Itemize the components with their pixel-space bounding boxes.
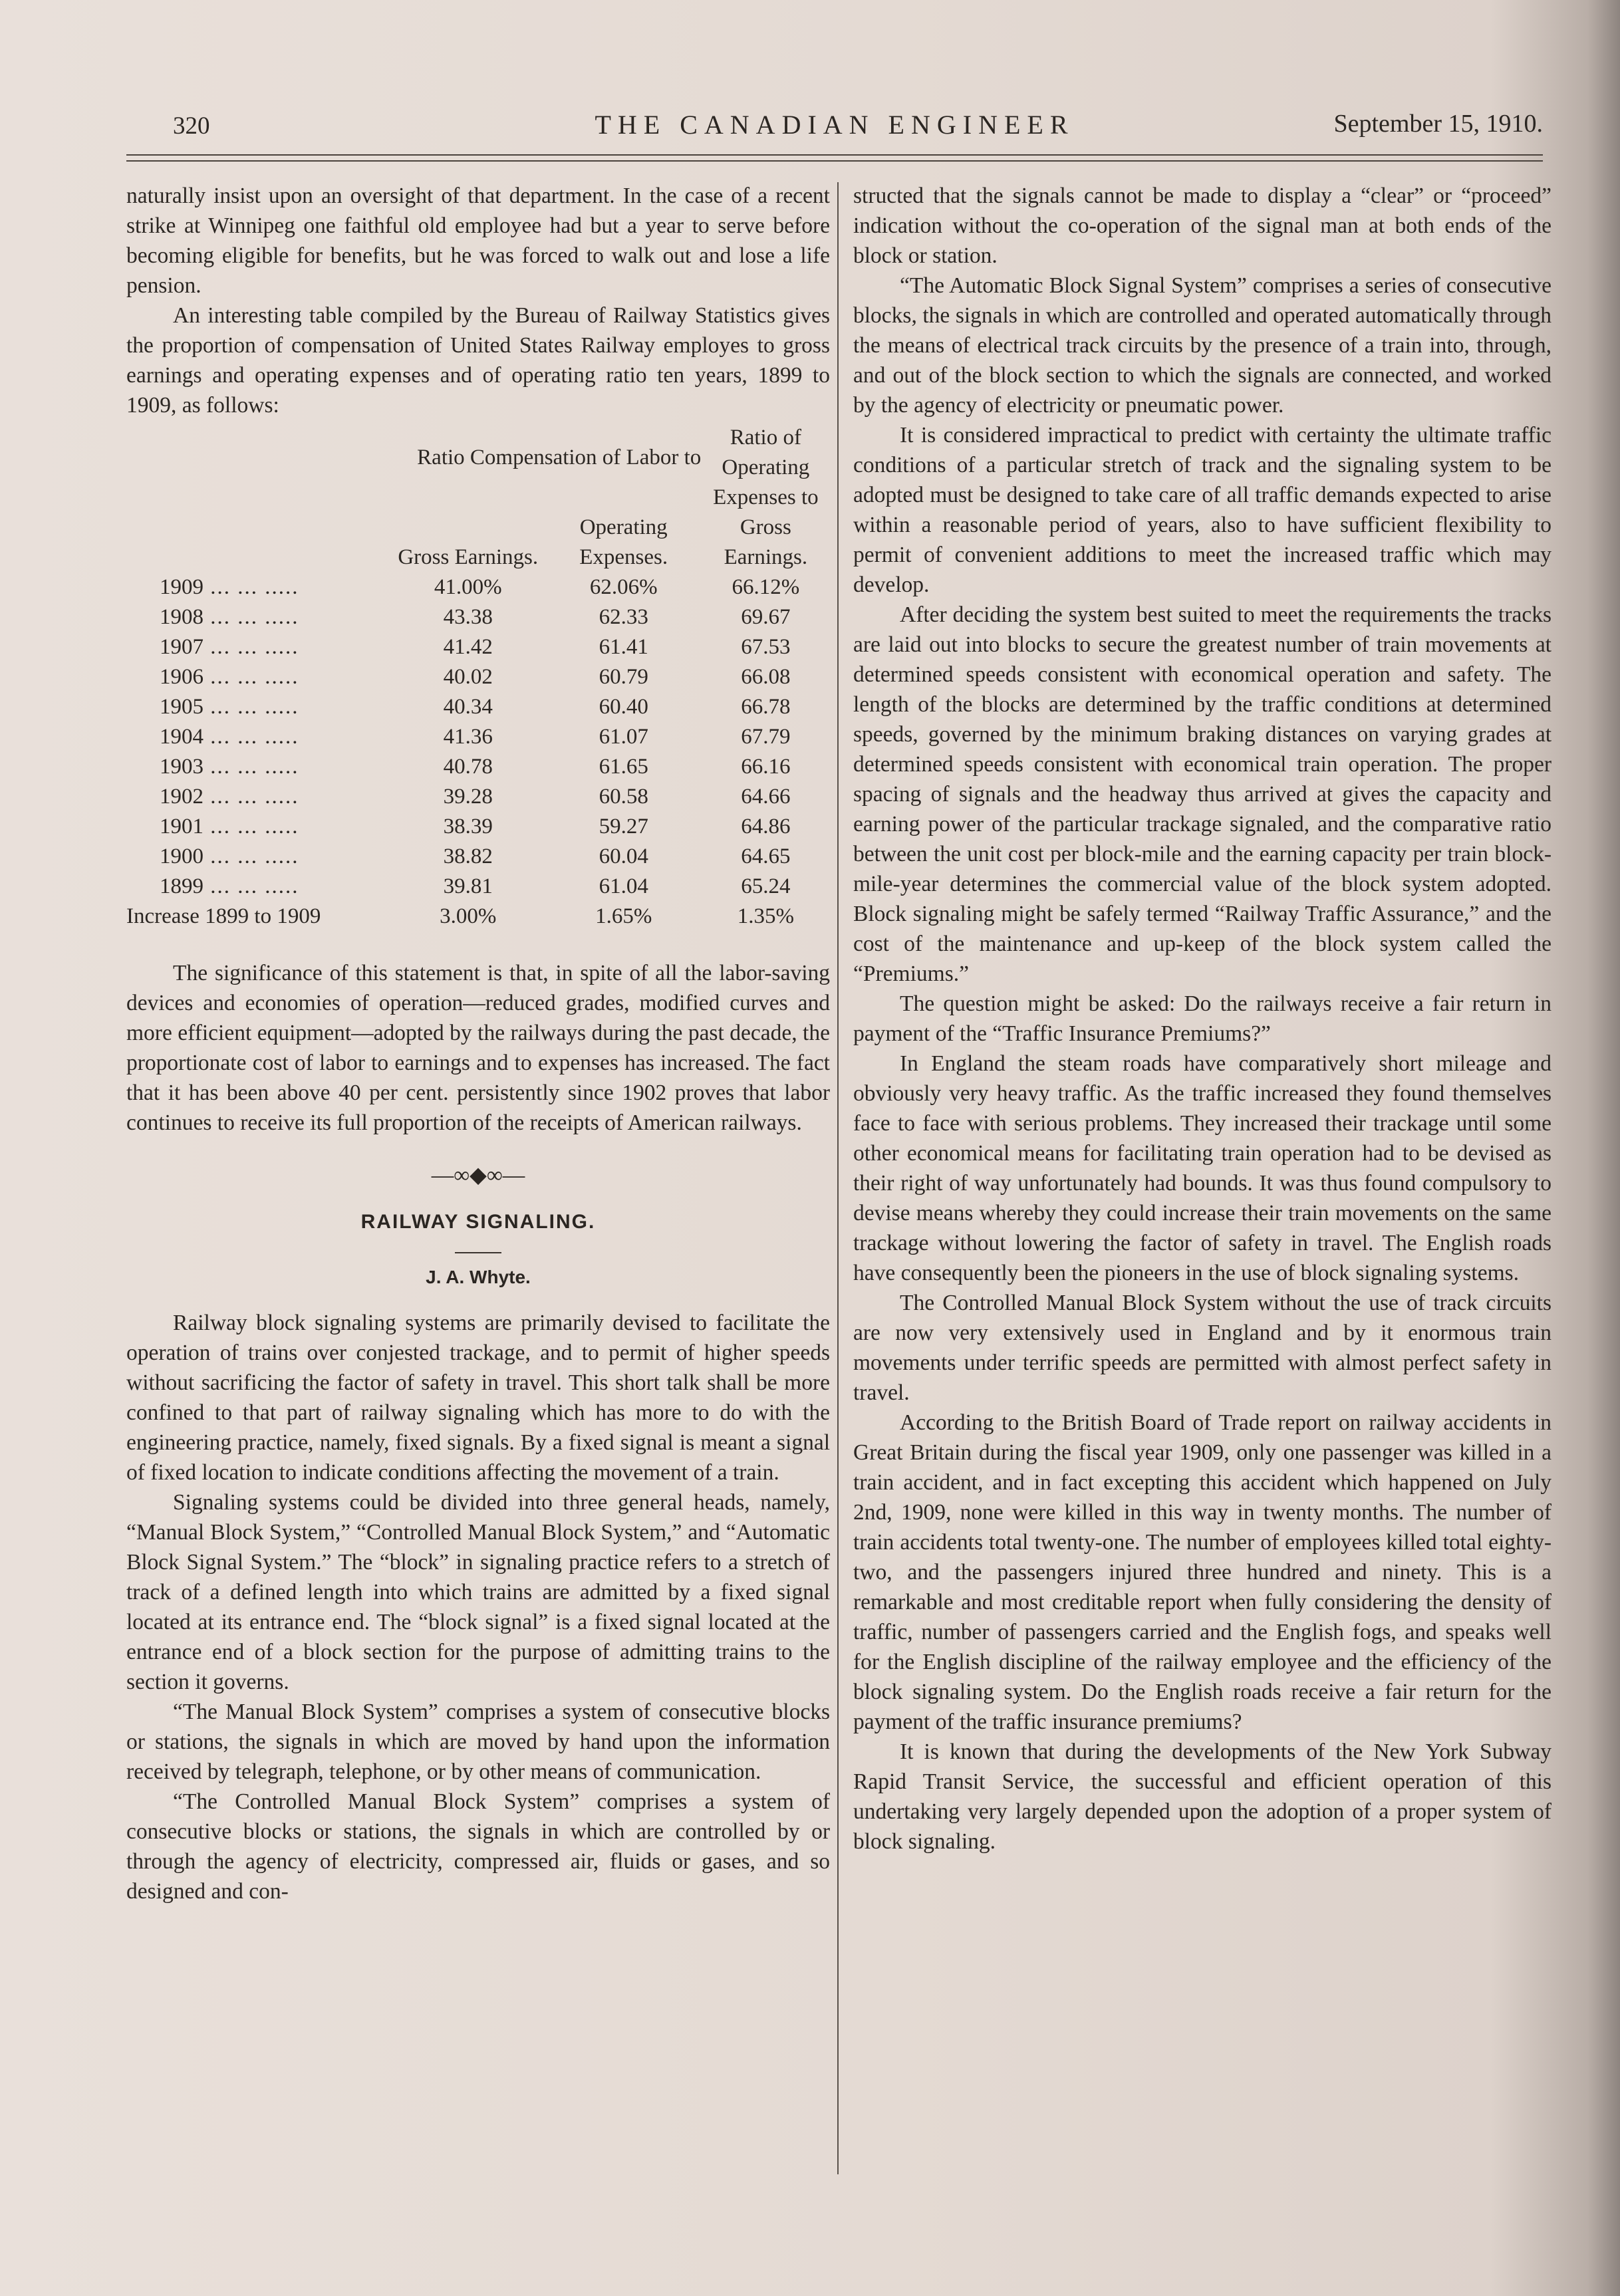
table-cell: 1907 ... ... .....	[160, 635, 299, 659]
table-cell: 38.82	[443, 844, 493, 868]
paragraph: structed that the signals cannot be made to display a “clear” or “proceed” indication without the co-operation of the signal man at both ends of the block or station.	[853, 184, 1552, 268]
journal-title: THE CANADIAN ENGINEER	[595, 110, 1075, 140]
paragraph: “The Manual Block System” comprises a system of consecutive blocks or stations, the signals in which are moved by hand upon the information received by telegraph, telephone, or by other means of communication.	[126, 1700, 830, 1784]
table-cell: 1905 ... ... .....	[160, 695, 299, 719]
table-cell: 3.00%	[440, 904, 497, 928]
page-number: 320	[173, 112, 210, 140]
table-row	[126, 602, 830, 632]
table-cell: 43.38	[443, 605, 493, 629]
table-cell: 66.08	[741, 665, 791, 689]
table-cell: 40.02	[443, 665, 493, 689]
table-row	[126, 782, 830, 812]
paragraph: The Controlled Manual Block System without the use of track circuits are now very extensively used in England and by it enormous train movements under terrific speeds are permitted with almost perfect safety in travel.	[853, 1291, 1552, 1405]
table-cell: 61.04	[599, 874, 648, 898]
paragraph: Railway block signaling systems are primarily devised to facilitate the operation of trains over conjested trackage, and to permit of higher speeds without sacrificing the factor of safety in travel. This short talk shall be more confined to that part of railway signaling which has more to do with the engineering practice, namely, fixed signals. By a fixed signal is meant a signal of fixed location to indicate conditions affecting the movement of a train.	[126, 1311, 830, 1485]
table-cell: 69.67	[741, 605, 791, 629]
paragraph: “The Controlled Manual Block System” comprises a system of consecutive blocks or stations, the signals in which are controlled by or through the agency of electricity, compressed air, fluids or gases, and so designed and con-	[126, 1789, 830, 1904]
table-cell: 39.81	[443, 874, 493, 898]
table-row	[126, 662, 830, 692]
table-cell: 60.40	[599, 695, 648, 719]
table-cell: 61.65	[599, 755, 648, 779]
header-rule-bottom	[126, 160, 1543, 162]
table-cell: 66.12%	[732, 575, 800, 599]
paragraph: The question might be asked: Do the railways receive a fair return in payment of the “Traffic Insurance Premiums?”	[853, 991, 1552, 1046]
table-cell: 1900 ... ... .....	[160, 844, 299, 868]
table-body	[126, 573, 830, 902]
table-cell: 40.34	[443, 695, 493, 719]
table-cell: 60.58	[599, 785, 648, 809]
paragraph: An interesting table compiled by the Bureau of Railway Statistics gives the proportion of compensation of United States Railway employes to gross earnings and operating expenses and of operating ratio ten years, 1899 to 1909, as follows:	[126, 303, 830, 418]
table-cell: 38.39	[443, 815, 493, 838]
author-name: J. A. Whyte.	[426, 1267, 531, 1287]
table-cell: 1.65%	[595, 904, 652, 928]
paragraph: The significance of this statement is that, in spite of all the labor-saving devices and economies of operation—reduced grades, modified curves and more efficient equipment—adopted by the railways during the past decade, the proportionate cost of labor to earnings and to expenses has increased. The fact that it has been above 40 per cent. persistently since 1902 proves that labor continues to receive its full proportion of the receipts of American railways.	[126, 961, 830, 1135]
table-row-increase	[126, 902, 830, 932]
issue-date: September 15, 1910.	[1333, 110, 1543, 138]
table-cell: 1899 ... ... .....	[160, 874, 299, 898]
table-cell: 41.00%	[434, 575, 502, 599]
table-cell: 66.78	[741, 695, 791, 719]
table-row	[126, 692, 830, 722]
column-header: Ratio of Operating Expenses to Gross Earnings.	[713, 426, 819, 569]
table-cell: 41.42	[443, 635, 493, 659]
paragraph: After deciding the system best suited to meet the requirements the tracks are laid out into blocks to secure the greatest number of train movements at determined speeds consistent with economical operation and safety. The length of the blocks are determined by the traffic conditions at determined speeds, governed by the minimum braking distances on varying grades at determined speeds consistent with economical train operation. The proper spacing of signals and the headway thus arrived at gives the capacity and earning power of the particular trackage signaled, and the comparative ratio between the unit cost per block-mile and the earning capacity per train block-mile-year determines the commercial value of the block system adopted. Block signaling might be safely termed “Railway Traffic Assurance,” and the cost of the maintenance and up-keep of the block system called the “Premiums.”	[853, 602, 1552, 986]
table-cell: 1903 ... ... .....	[160, 755, 299, 779]
paragraph: According to the British Board of Trade report on railway accidents in Great Britain during the fiscal year 1909, only one passenger was killed in a train accident, and in fact excepting this accident which happened on July 2nd, 1909, none were killed in this way in twenty months. The number of train accidents total twenty-one. The number of employees killed total eighty-two, and the passengers injured three hundred and ninety. This is a remarkable and most creditable report when fully considering the density of traffic, number of passengers carried and the English fogs, and speaks well for the English discipline of the railway employee and the efficiency of the block signaling system. Do the English roads receive a fair return for the payment of the traffic insurance premiums?	[853, 1410, 1552, 1734]
table-cell: 62.06%	[589, 575, 658, 599]
table-cell: 1909 ... ... .....	[160, 575, 299, 599]
table-cell: 64.86	[741, 815, 791, 838]
column-divider	[837, 182, 839, 2174]
section-title: RAILWAY SIGNALING.	[360, 1211, 596, 1233]
paragraph: naturally insist upon an oversight of that department. In the case of a recent strike at Winnipeg one faithful old employee had but a year to serve before becoming eligible for benefits, but he was forced to walk out and lose a life pension.	[126, 184, 830, 298]
table-cell: 1906 ... ... .....	[160, 665, 299, 689]
paragraph: In England the steam roads have comparatively short mileage and obviously very heavy traffic. As the traffic increased they found themselves face to face with serious problems. They increased their trackage until some other economical means for facilitating train operation had to be devised as their right of way unfortunately had bounds. It was thus found compulsory to devise means whereby they could increase their train movements on the same trackage without lowering the factor of safety in travel. The English roads have consequently been the pioneers in the use of block signaling systems.	[853, 1051, 1552, 1285]
page-header	[126, 106, 1543, 146]
table-cell: Increase 1899 to 1909	[126, 904, 321, 928]
ornament-divider: —∞◆∞—	[431, 1163, 525, 1188]
table-cell: 59.27	[599, 815, 648, 838]
table-row	[126, 722, 830, 752]
table-cell: 1904 ... ... .....	[160, 725, 299, 749]
left-column	[126, 181, 830, 1906]
table-cell: 67.53	[741, 635, 791, 659]
table-cell: 65.24	[741, 874, 791, 898]
table-row	[126, 812, 830, 842]
table-cell: 1902 ... ... .....	[160, 785, 299, 809]
column-header: Gross Earnings.	[398, 545, 539, 569]
table-cell: 1908 ... ... .....	[160, 605, 299, 629]
table-cell: 64.66	[741, 785, 791, 809]
table-cell: 62.33	[599, 605, 648, 629]
table-row	[126, 573, 830, 602]
table-cell: 66.16	[741, 755, 791, 779]
table-cell: 41.36	[443, 725, 493, 749]
table-cell: 60.79	[599, 665, 648, 689]
labor-ratio-table	[126, 423, 830, 932]
table-cell: 61.41	[599, 635, 648, 659]
paragraph: “The Automatic Block Signal System” comprises a series of consecutive blocks, the signals in which are controlled and operated automatically through the means of electrical track circuits by the presence of a train into, through, and out of the block section to which the signals are connected, and worked by the agency of electricity or pneumatic power.	[853, 273, 1552, 418]
table-row	[126, 872, 830, 902]
table-cell: 1.35%	[737, 904, 794, 928]
table-cell: 40.78	[443, 755, 493, 779]
table-cell: 67.79	[741, 725, 791, 749]
paragraph: It is considered impractical to predict with certainty the ultimate traffic conditions of a particular stretch of track and the signaling system to be adopted must be designed to take care of all traffic demands expected to arise within a reasonable period of years, also to have sufficient flexibility to permit of convenient additions to meet the increased traffic which may develop.	[853, 423, 1552, 597]
table-header-row	[126, 423, 830, 473]
table-cell: 64.65	[741, 844, 791, 868]
column-group-header: Ratio Compensation of Labor to	[417, 446, 702, 469]
table-cell: 60.04	[599, 844, 648, 868]
paragraph: It is known that during the developments of the New York Subway Rapid Transit Service, the successful and efficient operation of this undertaking very largely depended upon the adoption of a proper system of block signaling.	[853, 1739, 1552, 1854]
column-header: Operating Expenses.	[579, 515, 668, 569]
table-row	[126, 842, 830, 872]
right-column	[853, 181, 1552, 1856]
table-cell: 61.07	[599, 725, 648, 749]
header-rule-top	[126, 154, 1543, 156]
table-row	[126, 752, 830, 782]
table-row	[126, 632, 830, 662]
paragraph: Signaling systems could be divided into three general heads, namely, “Manual Block System,” “Controlled Manual Block System,” and “Automatic Block Signal System.” The “block” in signaling practice refers to a stretch of track of a defined length into which trains are admitted by a fixed signal located at its entrance end. The “block signal” is a fixed signal located at the entrance end of a block section for the purpose of admitting trains to the section it governs.	[126, 1490, 830, 1694]
title-rule	[455, 1252, 501, 1253]
table-cell: 1901 ... ... .....	[160, 815, 299, 838]
table-cell: 39.28	[443, 785, 493, 809]
